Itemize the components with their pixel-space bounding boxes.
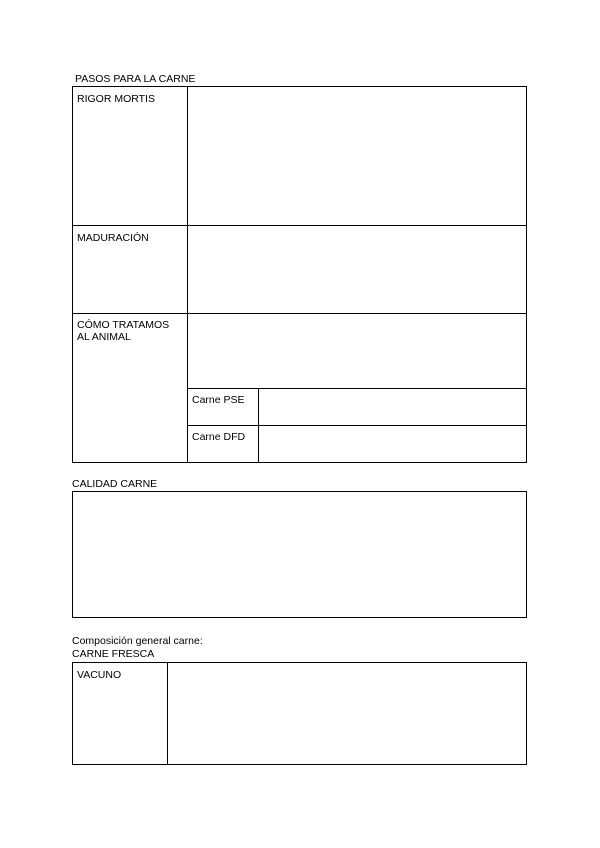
pasos-column-divider	[187, 86, 188, 463]
answer-field-dfd[interactable]	[261, 428, 524, 461]
calidad-box[interactable]	[72, 491, 527, 618]
subrow-label-pse: Carne PSE	[192, 394, 245, 406]
answer-field-calidad[interactable]	[76, 495, 523, 614]
row-label-maduracion: MADURACIÓN	[77, 232, 149, 244]
subrow-column-divider	[258, 388, 259, 463]
subrow-divider	[187, 388, 527, 389]
row-label-como-tratamos	[77, 320, 169, 343]
row-divider	[72, 225, 527, 226]
row-divider	[72, 313, 527, 314]
row-label-vacuno: VACUNO	[77, 669, 122, 681]
row-label-line: CÓMO TRATAMOS	[77, 319, 170, 331]
answer-field-vacuno[interactable]	[170, 665, 524, 762]
section-title-pasos: PASOS PARA LA CARNE	[75, 73, 196, 85]
subrow-divider	[187, 425, 527, 426]
section-title-carne-fresca: CARNE FRESCA	[72, 648, 155, 660]
answer-field-pse[interactable]	[261, 391, 524, 423]
subrow-label-dfd: Carne DFD	[192, 431, 246, 443]
section-intro-composicion: Composición general carne:	[72, 635, 203, 647]
answer-field-rigor-mortis[interactable]	[190, 89, 524, 222]
row-label-rigor-mortis: RIGOR MORTIS	[77, 93, 155, 105]
carne-fresca-column-divider	[167, 662, 168, 765]
answer-field-maduracion[interactable]	[190, 228, 524, 311]
row-label-line: AL ANIMAL	[77, 330, 131, 343]
section-title-calidad: CALIDAD CARNE	[72, 478, 158, 490]
answer-field-como-tratamos[interactable]	[190, 316, 524, 386]
